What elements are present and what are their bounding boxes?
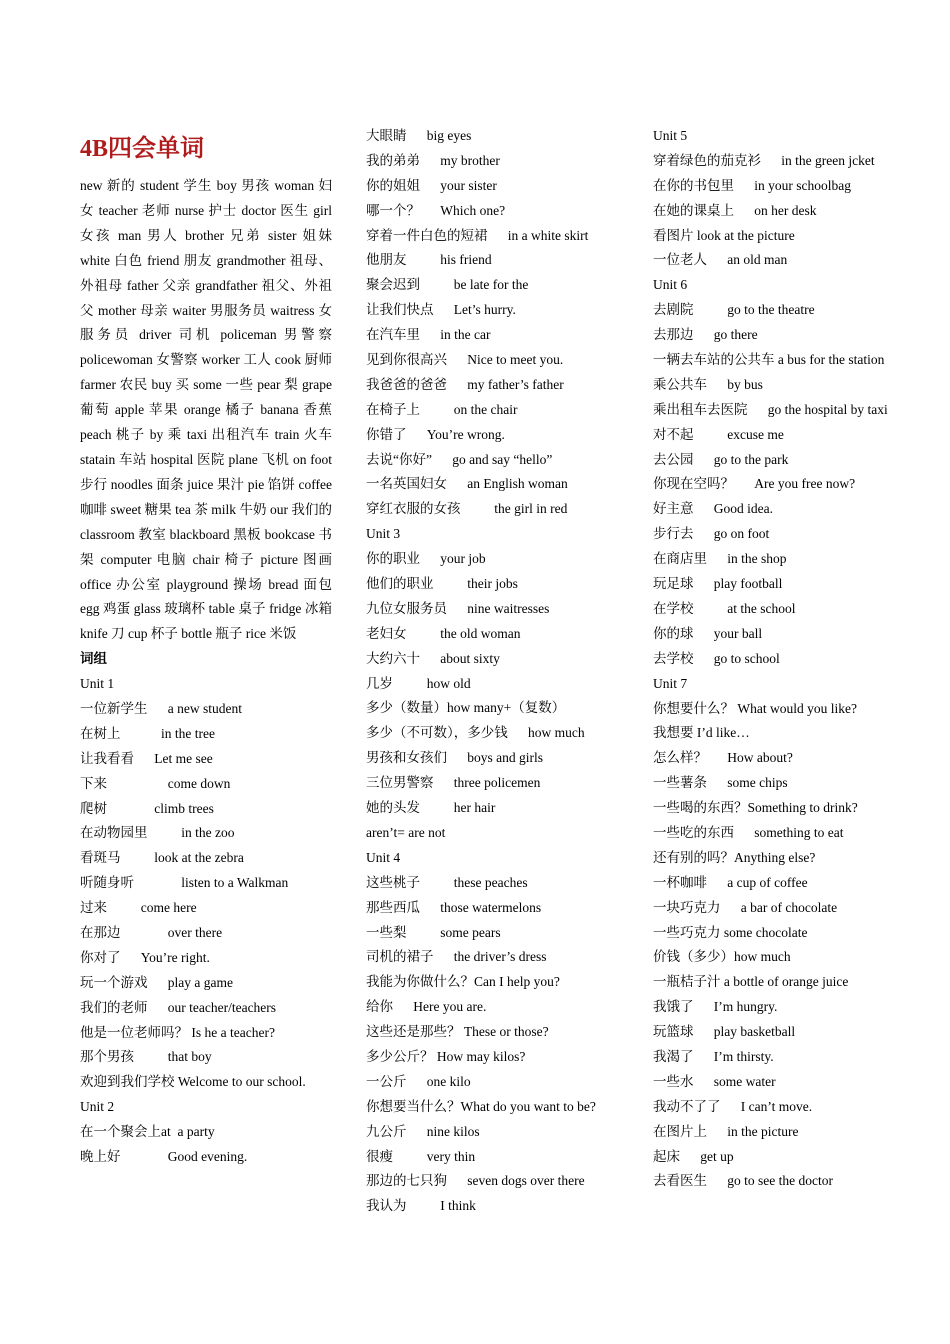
phrase-line: 我的弟弟 my brother <box>366 152 500 168</box>
phrase-line: 一些吃的东西 something to eat <box>653 824 844 840</box>
phrase-line: 给你 Here you are. <box>366 999 487 1015</box>
phrase-line: 你现在空吗？ Are you free now? <box>653 476 856 492</box>
unit-heading: Unit 1 <box>80 676 115 692</box>
phrase-line: 我渴了 I’m thirsty. <box>653 1048 774 1064</box>
phrase-line: 在动物园里 in the zoo <box>80 825 235 841</box>
phrase-line: 在你的书包里 in your schoolbag <box>653 177 851 193</box>
column-1-lines <box>80 647 332 1170</box>
column-3 <box>653 124 905 1194</box>
phrase-line: 哪一个？ Which one? <box>366 202 506 218</box>
unit-heading: Unit 6 <box>653 277 688 293</box>
phrase-line: 玩篮球 play basketball <box>653 1024 796 1040</box>
phrase-line: 你的球 your ball <box>653 625 763 641</box>
phrase-line: 老妇女 the old woman <box>366 625 521 641</box>
phrase-line: 一些水 some water <box>653 1073 776 1089</box>
phrase-line: 他朋友 his friend <box>366 252 492 268</box>
phrase-line: 大眼睛 big eyes <box>366 128 472 143</box>
phrase-line: 多少公斤？ How may kilos? <box>366 1048 526 1064</box>
phrase-line: 一瓶桔子汁 a bottle of orange juice <box>653 974 849 990</box>
phrase-line: 一些梨 some pears <box>366 924 501 940</box>
phrase-line: 爬树 climb trees <box>80 800 214 816</box>
phrase-line: 我爸爸的爸爸 my father’s father <box>366 376 564 392</box>
phrase-line: 步行去 go on foot <box>653 526 770 542</box>
unit-heading: Unit 5 <box>653 128 688 143</box>
phrase-line: 去公园 go to the park <box>653 451 789 467</box>
phrase-line: 多少（数量）how many+（复数） <box>366 700 566 716</box>
page-title: 4B四会单词 <box>80 136 205 162</box>
phrase-line: 价钱（多少）how much <box>653 949 791 965</box>
phrase-line: 我们的老师 our teacher/teachers <box>80 999 277 1015</box>
unit-heading: Unit 7 <box>653 675 688 691</box>
phrase-line: 那个男孩 that boy <box>80 1049 212 1065</box>
phrase-line: 你想要当什么？What do you want to be? <box>366 1098 596 1114</box>
phrase-line: 一些喝的东西？Something to drink? <box>653 800 858 816</box>
phrase-line: 男孩和女孩们 boys and girls <box>366 750 543 766</box>
phrase-line: 见到你很高兴 Nice to meet you. <box>366 352 564 368</box>
phrase-line: 他是一位老师吗？ Is he a teacher? <box>80 1024 275 1040</box>
phrase-line: 这些桃子 these peaches <box>366 874 528 890</box>
phrase-line: 让我们快点 Let’s hurry. <box>366 302 516 318</box>
phrase-line: 一位老人 an old man <box>653 252 788 268</box>
phrase-line: 大约六十 about sixty <box>366 650 500 666</box>
phrase-line: 在树上 in the tree <box>80 725 215 741</box>
phrase-line: 欢迎到我们学校 Welcome to our school. <box>80 1074 306 1090</box>
unit-heading: Unit 2 <box>80 1099 115 1115</box>
phrase-line: 玩足球 play football <box>653 576 783 592</box>
phrase-line: 这些还是那些？ These or those? <box>366 1024 549 1040</box>
phrase-line: 一辆去车站的公共车 a bus for the station <box>653 352 885 368</box>
phrase-line: 九位女服务员 nine waitresses <box>366 600 550 616</box>
phrase-line: 一块巧克力 a bar of chocolate <box>653 899 838 915</box>
phrase-line: 过来 come here <box>80 900 197 916</box>
phrase-line: 听随身听 listen to a Walkman <box>80 875 289 891</box>
phrase-line: 我认为 I think <box>366 1198 476 1214</box>
phrase-line: 去看医生 go to see the doctor <box>653 1173 833 1189</box>
phrase-line: 一杯咖啡 a cup of coffee <box>653 874 808 890</box>
phrase-line: 我饿了 I’m hungry. <box>653 999 778 1015</box>
phrase-line: 他们的职业 their jobs <box>366 576 518 592</box>
phrase-line: 很瘦 very thin <box>366 1148 476 1164</box>
phrase-line: 晚上好 Good evening. <box>80 1149 248 1165</box>
phrase-line: 那些西瓜 those watermelons <box>366 899 542 915</box>
phrase-line: 一公斤 one kilo <box>366 1073 471 1089</box>
phrase-line: 穿着绿色的茄克衫 in the green jcket <box>653 152 875 168</box>
phrase-line: 在图片上 in the picture <box>653 1123 799 1139</box>
phrase-line: 玩一个游戏 play a game <box>80 974 233 990</box>
phrase-line: 起床 get up <box>653 1148 734 1164</box>
phrase-line: 一名英国妇女 an English woman <box>366 476 568 492</box>
phrase-line: 司机的裙子 the driver’s dress <box>366 949 547 965</box>
phrase-line: 还有别的吗？Anything else? <box>653 849 816 865</box>
unit-heading: Unit 4 <box>366 849 401 865</box>
phrase-line: 在汽车里 in the car <box>366 327 491 343</box>
column-2 <box>366 124 628 1219</box>
phrase-line: 对不起 excuse me <box>653 426 784 442</box>
section-heading: 词组 <box>80 651 107 667</box>
phrase-line: 在那边 over there <box>80 925 223 941</box>
phrase-line: 九公斤 nine kilos <box>366 1123 480 1139</box>
phrase-line: 你的职业 your job <box>366 551 486 567</box>
phrase-line: 在学校 at the school <box>653 600 796 616</box>
phrase-line: 我想要 I’d like… <box>653 725 750 741</box>
phrase-line: 一些薯条 some chips <box>653 775 788 791</box>
phrase-line: 怎么样？ How about? <box>653 750 793 766</box>
phrase-line: 她的头发 her hair <box>366 800 496 816</box>
phrase-line: 好主意 Good idea. <box>653 501 773 517</box>
column-1 <box>80 124 332 1170</box>
phrase-line: 让我看看 Let me see <box>80 750 213 766</box>
phrase-line: 几岁 how old <box>366 675 471 691</box>
phrase-line: 去说“你好” go and say “hello” <box>366 451 553 467</box>
phrase-line: aren’t= are not <box>366 824 446 840</box>
unit-heading: Unit 3 <box>366 526 401 542</box>
phrase-line: 乘出租车去医院 go the hospital by taxi <box>653 401 888 417</box>
phrase-line: 多少（不可数），多少钱 how much <box>366 725 585 741</box>
phrase-line: 一些巧克力 some chocolate <box>653 924 808 940</box>
phrase-line: 你的姐姐 your sister <box>366 177 497 193</box>
phrase-line: 我能为你做什么？Can I help you? <box>366 974 560 990</box>
phrase-line: 你错了 You’re wrong. <box>366 426 505 442</box>
phrase-line: 你对了 You’re right. <box>80 949 210 965</box>
phrase-line: 你想要什么？ What would you like? <box>653 700 857 716</box>
phrase-line: 穿红衣服的女孩 the girl in red <box>366 501 568 517</box>
phrase-line: 那边的七只狗 seven dogs over there <box>366 1173 585 1189</box>
column-2-lines <box>366 124 628 1219</box>
phrase-line: 在商店里 in the shop <box>653 551 787 567</box>
phrase-line: 聚会迟到 be late for the <box>366 277 529 293</box>
phrase-line: 在一个聚会上at a party <box>80 1124 215 1140</box>
phrase-line: 看图片 look at the picture <box>653 227 795 243</box>
phrase-line: 一位新学生 a new student <box>80 701 242 716</box>
phrase-line: 我动不了了 I can’t move. <box>653 1098 813 1114</box>
phrase-line: 穿着一件白色的短裙 in a white skirt <box>366 227 589 243</box>
phrase-line: 去那边 go there <box>653 327 758 343</box>
phrase-line: 去学校 go to school <box>653 650 780 666</box>
column-3-lines <box>653 124 905 1194</box>
phrase-line: 看斑马 look at the zebra <box>80 850 244 866</box>
vocabulary-paragraph: new 新的 student 学生 boy 男孩 woman 妇女 teacher 老师 nurse 护士 doctor 医生 girl 女孩 man 男人 brother 兄弟 sister 姐妹 white 白色 friend 朋友 grandmother 祖母、外祖母 father 父亲 grandfather 祖父、外祖父 mother 母亲 waiter 男服务员 waitress 女服务员 driver 司机 policeman 男警察 policewoman 女警察 worker 工人 cook 厨师 farmer 农民 buy 买 some 一些 pear 梨 grape 葡萄 apple 苹果 orange 橘子 banana 香蕉 peach 桃子 by 乘 taxi 出租汽车 train 火车 statain 车站 hospital 医院 plane 飞机 on foot 步行 noodles 面条 juice 果汁 pie 馅饼 coffee 咖啡 sweet 糖果 tea 茶 milk 牛奶 our 我们的 classroom 教室 blackboard 黑板 bookcase 书架 computer 电脑 chair 椅子 picture 图画 office 办公室 playground 操场 bread 面包 egg 鸡蛋 glass 玻璃杯 table 桌子 fridge 冰箱 knife 刀 cup 杯子 bottle 瓶子 rice 米饭 <box>80 178 332 642</box>
phrase-line: 三位男警察 three policemen <box>366 775 541 791</box>
phrase-line: 下来 come down <box>80 775 231 791</box>
phrase-line: 去剧院 go to the theatre <box>653 302 815 318</box>
phrase-line: 在椅子上 on the chair <box>366 401 518 417</box>
phrase-line: 在她的课桌上 on her desk <box>653 202 817 218</box>
phrase-line: 乘公共车 by bus <box>653 376 763 392</box>
